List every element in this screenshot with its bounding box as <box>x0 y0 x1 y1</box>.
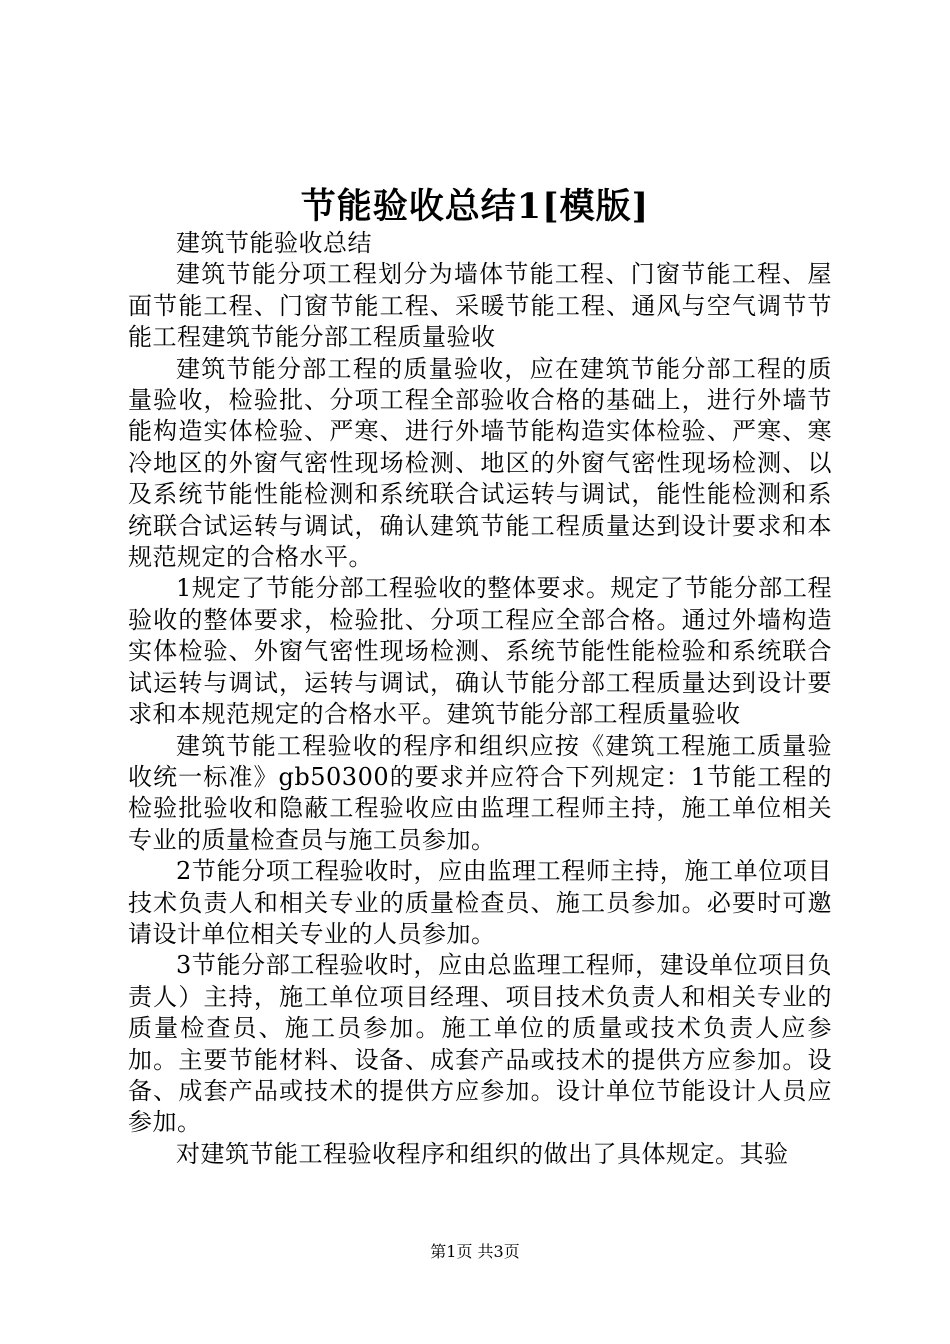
page-footer: 第1页 共3页 <box>430 1242 520 1261</box>
paragraph: 2节能分项工程验收时，应由监理工程师主持，施工单位项目技术负责人和相关专业的质量检查员、施工员参加。必要时可邀请设计单位相关专业的人员参加。 <box>128 857 832 948</box>
document-body <box>128 228 832 1170</box>
paragraph: 建筑节能工程验收的程序和组织应按《建筑工程施工质量验收统一标准》gb50300的要求并应符合下列规定：1节能工程的检验批验收和隐蔽工程验收应由监理工程师主持，施工单位相关专业的质量检查员与施工员参加。 <box>128 731 832 854</box>
paragraph: 建筑节能验收总结 <box>176 229 372 257</box>
paragraph: 建筑节能分项工程划分为墙体节能工程、门窗节能工程、屋面节能工程、门窗节能工程、采暖节能工程、通风与空气调节节能工程建筑节能分部工程质量验收 <box>128 260 832 352</box>
paragraph: 对建筑节能工程验收程序和组织的做出了具体规定。其验 <box>176 1139 789 1168</box>
document-title: 节能验收总结1[模版] <box>300 186 650 227</box>
paragraph: 3节能分部工程验收时，应由总监理工程师，建设单位项目负责人）主持，施工单位项目经理、项目技术负责人和相关专业的质量检查员、施工员参加。施工单位的质量或技术负责人应参加。主要节能材料、设备、成套产品或技术的提供方应参加。设备、成套产品或技术的提供方应参加。设计单位节能设计人员应参加。 <box>128 951 832 1137</box>
paragraph: 1规定了节能分部工程验收的整体要求。规定了节能分部工程验收的整体要求，检验批、分项工程应全部合格。通过外墙构造实体检验、外窗气密性现场检测、系统节能性能检验和系统联合试运转与调试，运转与调试，确认节能分部工程质量达到设计要求和本规范规定的合格水平。建筑节能分部工程质量验收 <box>128 574 832 729</box>
paragraph: 建筑节能分部工程的质量验收，应在建筑节能分部工程的质量验收，检验批、分项工程全部验收合格的基础上，进行外墙节能构造实体检验、严寒、进行外墙节能构造实体检验、严寒、寒冷地区的外窗气密性现场检测、地区的外窗气密性现场检测、以及系统节能性能检测和系统联合试运转与调试，能性能检测和系统联合试运转与调试，确认建筑节能工程质量达到设计要求和本规范规定的合格水平。 <box>128 354 832 572</box>
